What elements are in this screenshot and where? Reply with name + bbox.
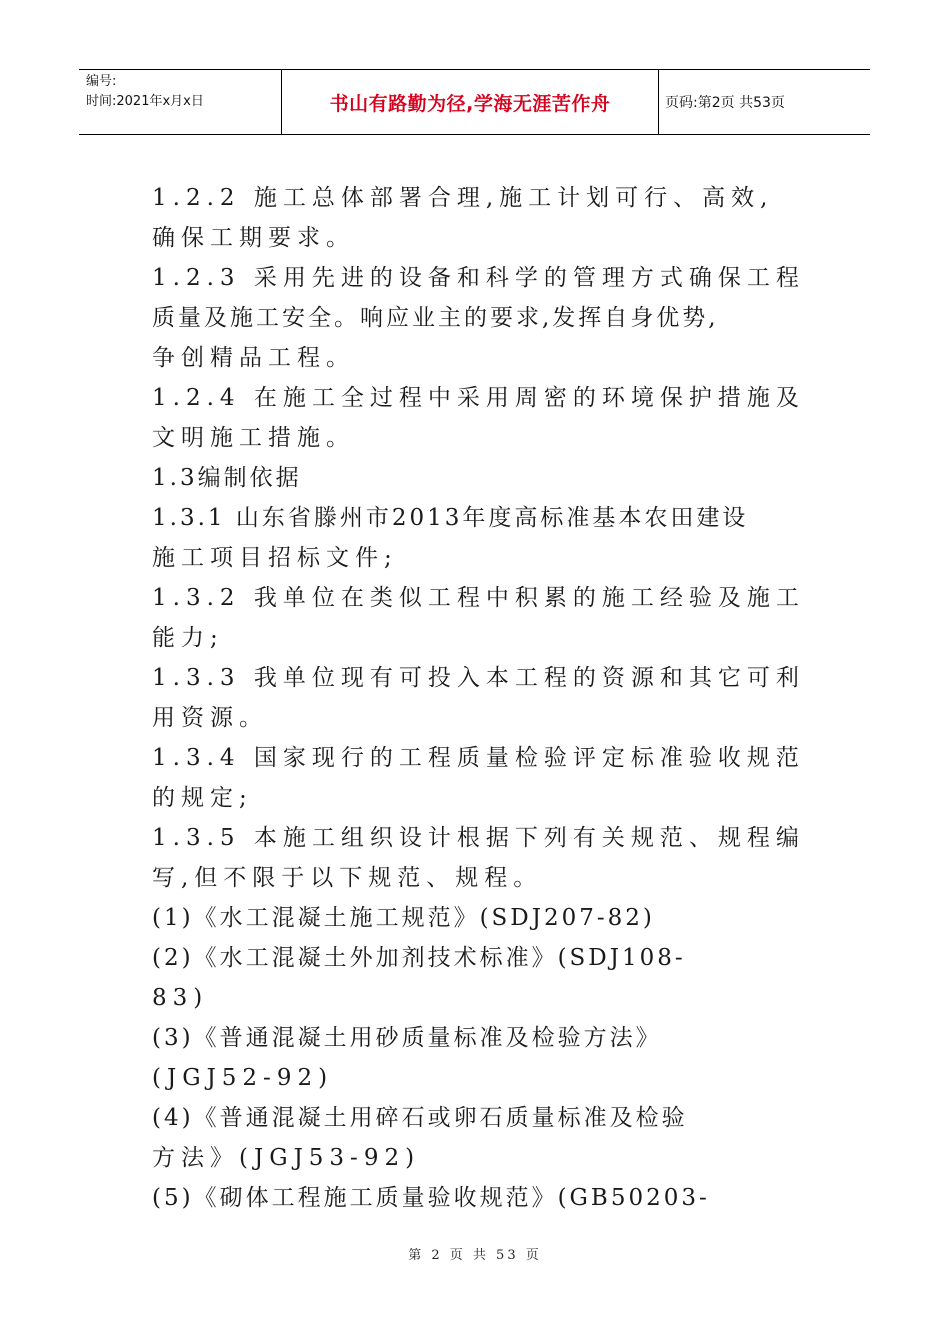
body-line: 方法》(JGJ53-92): [152, 1145, 421, 1171]
body-line: 1.2.4 在施工全过程中采用周密的环境保护措施及: [152, 385, 805, 411]
body-line: 写,但不限于以下规范、规程。: [152, 865, 543, 891]
body-line: 质量及施工安全。响应业主的要求,发挥自身优势,: [152, 305, 719, 331]
body-line: 确保工期要求。: [152, 225, 355, 251]
document-time-label: 时间:2021年x月x日: [86, 94, 204, 109]
page-footer: 第 2 页 共 53 页: [408, 1248, 542, 1263]
section-heading: 1.3编制依据: [152, 465, 302, 491]
body-line: 1.3.3 我单位现有可投入本工程的资源和其它可利: [152, 665, 805, 691]
body-line: 1.3.2 我单位在类似工程中积累的施工经验及施工: [152, 585, 805, 611]
body-line: 1.3.5 本施工组织设计根据下列有关规范、规程编: [152, 825, 805, 851]
body-line: 83): [152, 985, 209, 1011]
body-line: 施工项目招标文件;: [152, 545, 398, 571]
body-line: 1.3.4 国家现行的工程质量检验评定标准验收规范: [152, 745, 805, 771]
header-motto-cell: [282, 70, 659, 134]
document-number-label: 编号:: [86, 74, 117, 89]
body-line: (3)《普通混凝土用砂质量标准及检验方法》: [152, 1025, 662, 1051]
body-line: (1)《水工混凝土施工规范》(SDJ207-82): [152, 905, 655, 931]
body-line: 1.3.1 山东省滕州市2013年度高标准基本农田建设: [152, 505, 749, 531]
body-line: 能力;: [152, 625, 224, 651]
body-line: 的规定;: [152, 785, 253, 811]
body-line: 争创精品工程。: [152, 345, 355, 371]
body-line: 1.2.3 采用先进的设备和科学的管理方式确保工程: [152, 265, 805, 291]
body-line: 文明施工措施。: [152, 425, 355, 451]
document-body: [152, 178, 812, 1218]
body-line: (JGJ52-92): [152, 1065, 334, 1091]
body-line: (4)《普通混凝土用碎石或卵石质量标准及检验: [152, 1105, 688, 1131]
header-page-info: [659, 70, 870, 134]
body-line: 用资源。: [152, 705, 268, 731]
page-info-text: 页码:第2页 共53页: [665, 95, 785, 111]
body-line: (2)《水工混凝土外加剂技术标准》(SDJ108-: [152, 945, 686, 971]
body-line: 1.2.2 施工总体部署合理,施工计划可行、高效,: [152, 185, 774, 211]
page-header: [79, 69, 870, 135]
header-meta: [79, 70, 282, 134]
body-line: (5)《砌体工程施工质量验收规范》(GB50203-: [152, 1185, 710, 1211]
header-motto: 书山有路勤为径,学海无涯苦作舟: [329, 92, 611, 115]
